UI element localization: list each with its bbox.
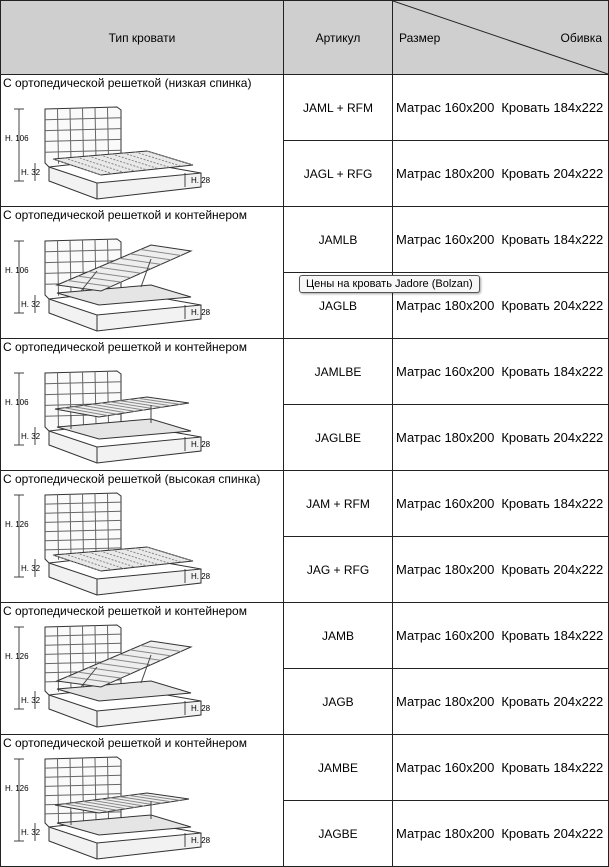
bed-size: Кровать 204x222 bbox=[501, 826, 604, 841]
size-cell bbox=[393, 75, 609, 141]
table-row bbox=[1, 207, 609, 273]
size-cell bbox=[393, 669, 609, 735]
bed-size: Кровать 204x222 bbox=[501, 166, 604, 181]
bed-type-label: С ортопедической решеткой и контейнером bbox=[3, 340, 247, 354]
article-cell: JAGB bbox=[284, 669, 393, 735]
article-cell: JAGLBE bbox=[284, 405, 393, 471]
size-cell bbox=[393, 735, 609, 801]
bed-type-label: С ортопедической решеткой (высокая спинка) bbox=[3, 472, 261, 486]
mattress-size: Матрас 160x200 bbox=[396, 628, 495, 643]
size-cell bbox=[393, 801, 609, 867]
base-dim-label: H. 28 bbox=[191, 572, 211, 581]
base-dim-label: H. 28 bbox=[191, 440, 211, 449]
table-row bbox=[1, 471, 609, 537]
mattress-size: Матрас 160x200 bbox=[396, 364, 495, 379]
bed-type-cell bbox=[1, 735, 284, 867]
height-dim-label: H. 126 bbox=[5, 652, 29, 661]
header-size-upholstery bbox=[393, 1, 609, 75]
article-cell: JAMLB bbox=[284, 207, 393, 273]
bed-type-label: С ортопедической решеткой и контейнером bbox=[3, 208, 247, 222]
bed-type-cell bbox=[1, 471, 284, 603]
article-cell: JAMB bbox=[284, 603, 393, 669]
mattress-size: Матрас 160x200 bbox=[396, 760, 495, 775]
mattress-size: Матрас 180x200 bbox=[396, 694, 495, 709]
bed-type-label: С ортопедической решеткой и контейнером bbox=[3, 604, 247, 618]
mattress-size: Матрас 160x200 bbox=[396, 496, 495, 511]
mattress-size: Матрас 180x200 bbox=[396, 430, 495, 445]
bed-type-cell bbox=[1, 75, 284, 207]
bed-type-cell bbox=[1, 339, 284, 471]
table-row bbox=[1, 603, 609, 669]
size-cell bbox=[393, 339, 609, 405]
header-size: Размер bbox=[399, 31, 441, 45]
bed-drawing bbox=[1, 75, 283, 207]
mattress-size: Матрас 160x200 bbox=[396, 232, 495, 247]
article-cell: JAMLBE bbox=[284, 339, 393, 405]
article-cell: JAM + RFM bbox=[284, 471, 393, 537]
mattress-size: Матрас 180x200 bbox=[396, 826, 495, 841]
size-cell bbox=[393, 537, 609, 603]
height-dim-label: H. 106 bbox=[5, 134, 29, 143]
base-dim-label: H. 28 bbox=[191, 704, 211, 713]
bed-drawing bbox=[1, 471, 283, 603]
height-dim-label: H. 126 bbox=[5, 520, 29, 529]
height-dim-label: H. 106 bbox=[5, 398, 29, 407]
frame-dim-label: H. 32 bbox=[21, 168, 41, 177]
bed-drawing bbox=[1, 735, 283, 867]
bed-drawing bbox=[1, 603, 283, 735]
height-dim-label: H. 106 bbox=[5, 266, 29, 275]
base-dim-label: H. 28 bbox=[191, 308, 211, 317]
size-cell bbox=[393, 405, 609, 471]
article-cell: JAG + RFG bbox=[284, 537, 393, 603]
mattress-size: Матрас 160x200 bbox=[396, 100, 495, 115]
frame-dim-label: H. 32 bbox=[21, 300, 41, 309]
size-cell bbox=[393, 603, 609, 669]
size-cell bbox=[393, 471, 609, 537]
base-dim-label: H. 28 bbox=[191, 836, 211, 845]
bed-size: Кровать 204x222 bbox=[501, 562, 604, 577]
article-cell: JAGLB bbox=[284, 273, 393, 339]
tooltip: Цены на кровать Jadore (Bolzan) bbox=[299, 275, 480, 293]
header-type: Тип кровати bbox=[1, 1, 284, 75]
height-dim-label: H. 126 bbox=[5, 784, 29, 793]
size-cell bbox=[393, 207, 609, 273]
base-dim-label: H. 28 bbox=[191, 176, 211, 185]
bed-type-cell bbox=[1, 603, 284, 735]
table-body bbox=[1, 75, 609, 867]
bed-type-label: С ортопедической решеткой и контейнером bbox=[3, 736, 247, 750]
table-row bbox=[1, 735, 609, 801]
article-cell: JAGL + RFG bbox=[284, 141, 393, 207]
mattress-size: Матрас 180x200 bbox=[396, 298, 495, 313]
header-article: Артикул bbox=[284, 1, 393, 75]
bed-size: Кровать 204x222 bbox=[501, 694, 604, 709]
bed-size: Кровать 204x222 bbox=[501, 298, 604, 313]
frame-dim-label: H. 32 bbox=[21, 828, 41, 837]
bed-size: Кровать 184x222 bbox=[501, 364, 604, 379]
bed-size: Кровать 184x222 bbox=[501, 100, 604, 115]
frame-dim-label: H. 32 bbox=[21, 696, 41, 705]
article-cell: JAMBE bbox=[284, 735, 393, 801]
article-cell: JAML + RFM bbox=[284, 75, 393, 141]
article-cell: JAGBE bbox=[284, 801, 393, 867]
header-upholstery: Обивка bbox=[560, 31, 602, 45]
mattress-size: Матрас 180x200 bbox=[396, 562, 495, 577]
mattress-size: Матрас 180x200 bbox=[396, 166, 495, 181]
size-cell bbox=[393, 141, 609, 207]
bed-drawing bbox=[1, 207, 283, 339]
bed-type-cell bbox=[1, 207, 284, 339]
bed-size: Кровать 184x222 bbox=[501, 232, 604, 247]
frame-dim-label: H. 32 bbox=[21, 432, 41, 441]
bed-size: Кровать 204x222 bbox=[501, 430, 604, 445]
bed-size: Кровать 184x222 bbox=[501, 496, 604, 511]
bed-drawing bbox=[1, 339, 283, 471]
bed-size: Кровать 184x222 bbox=[501, 760, 604, 775]
table-row bbox=[1, 75, 609, 141]
frame-dim-label: H. 32 bbox=[21, 564, 41, 573]
table-row bbox=[1, 339, 609, 405]
bed-type-label: С ортопедической решеткой (низкая спинка) bbox=[3, 76, 252, 90]
bed-size: Кровать 184x222 bbox=[501, 628, 604, 643]
